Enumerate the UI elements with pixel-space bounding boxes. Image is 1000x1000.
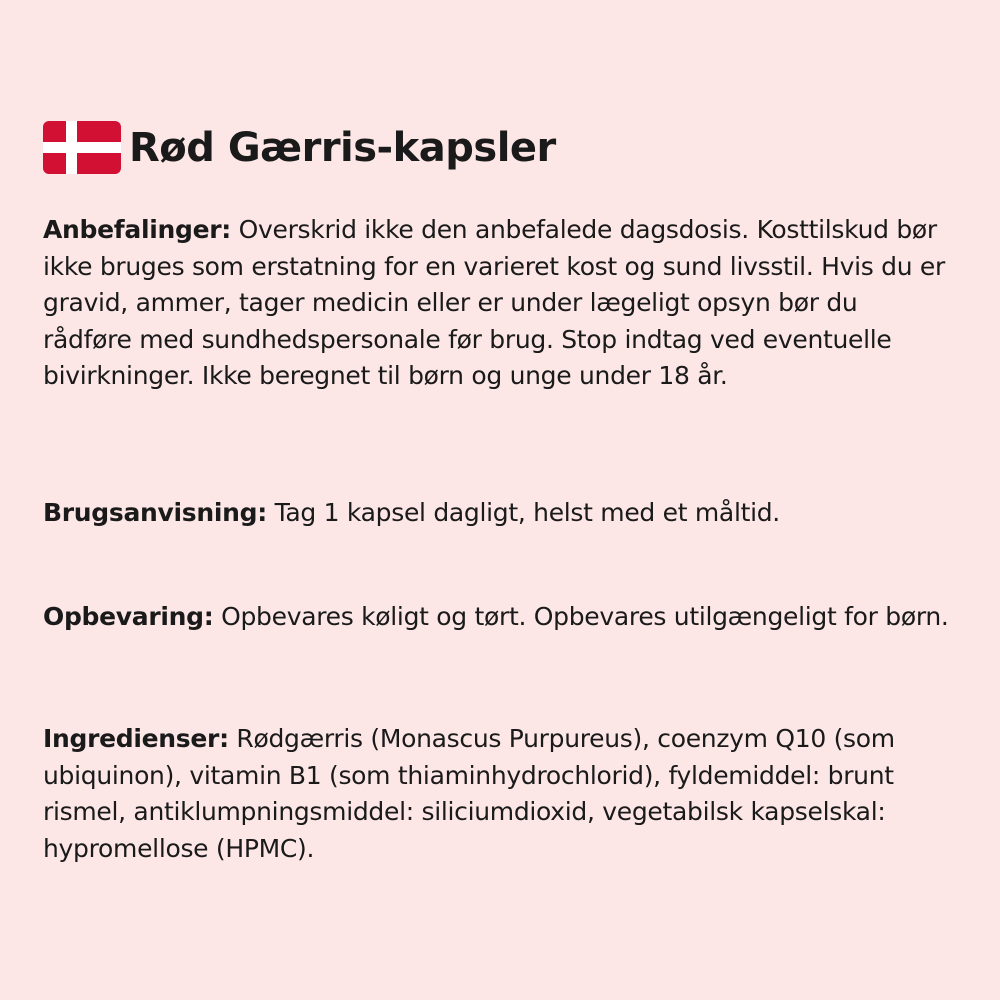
recommendations-section (43, 212, 953, 395)
storage-label: Opbevaring: (43, 602, 214, 631)
ingredients-text: Rødgærris (Monascus Purpureus), coenzym Q10 (som ubiquinon), vitamin B1 (som thiaminhydrochlorid), fyldemiddel: brunt rismel, antiklumpningsmiddel: siliciumdioxid, vegetabilsk kapselskal: hypromellose (HPMC). (43, 724, 895, 863)
usage-text: Tag 1 kapsel dagligt, helst med et måltid. (266, 498, 780, 527)
usage-label: Brugsanvisning: (43, 498, 267, 527)
usage-section (43, 495, 953, 532)
storage-section (43, 599, 953, 636)
flag-cross-horizontal (43, 142, 121, 153)
denmark-flag-icon (43, 121, 121, 174)
page-title: Rød Gærris-kapsler (129, 124, 556, 171)
recommendations-label: Anbefalinger: (43, 215, 231, 244)
ingredients-section (43, 721, 953, 867)
storage-text: Opbevares køligt og tørt. Opbevares utilgængeligt for børn. (213, 602, 949, 631)
recommendations-text: Overskrid ikke den anbefalede dagsdosis. Kosttilskud bør ikke bruges som erstatning for en varieret kost og sund livsstil. Hvis du er gravid, ammer, tager medicin eller er under lægeligt opsyn bør du rådføre med sundhedspersonale før brug. Stop indtag ved eventuelle bivirkninger. Ikke beregnet til børn og unge under 18 år. (43, 215, 945, 390)
ingredients-label: Ingredienser: (43, 724, 229, 753)
header (43, 121, 556, 174)
